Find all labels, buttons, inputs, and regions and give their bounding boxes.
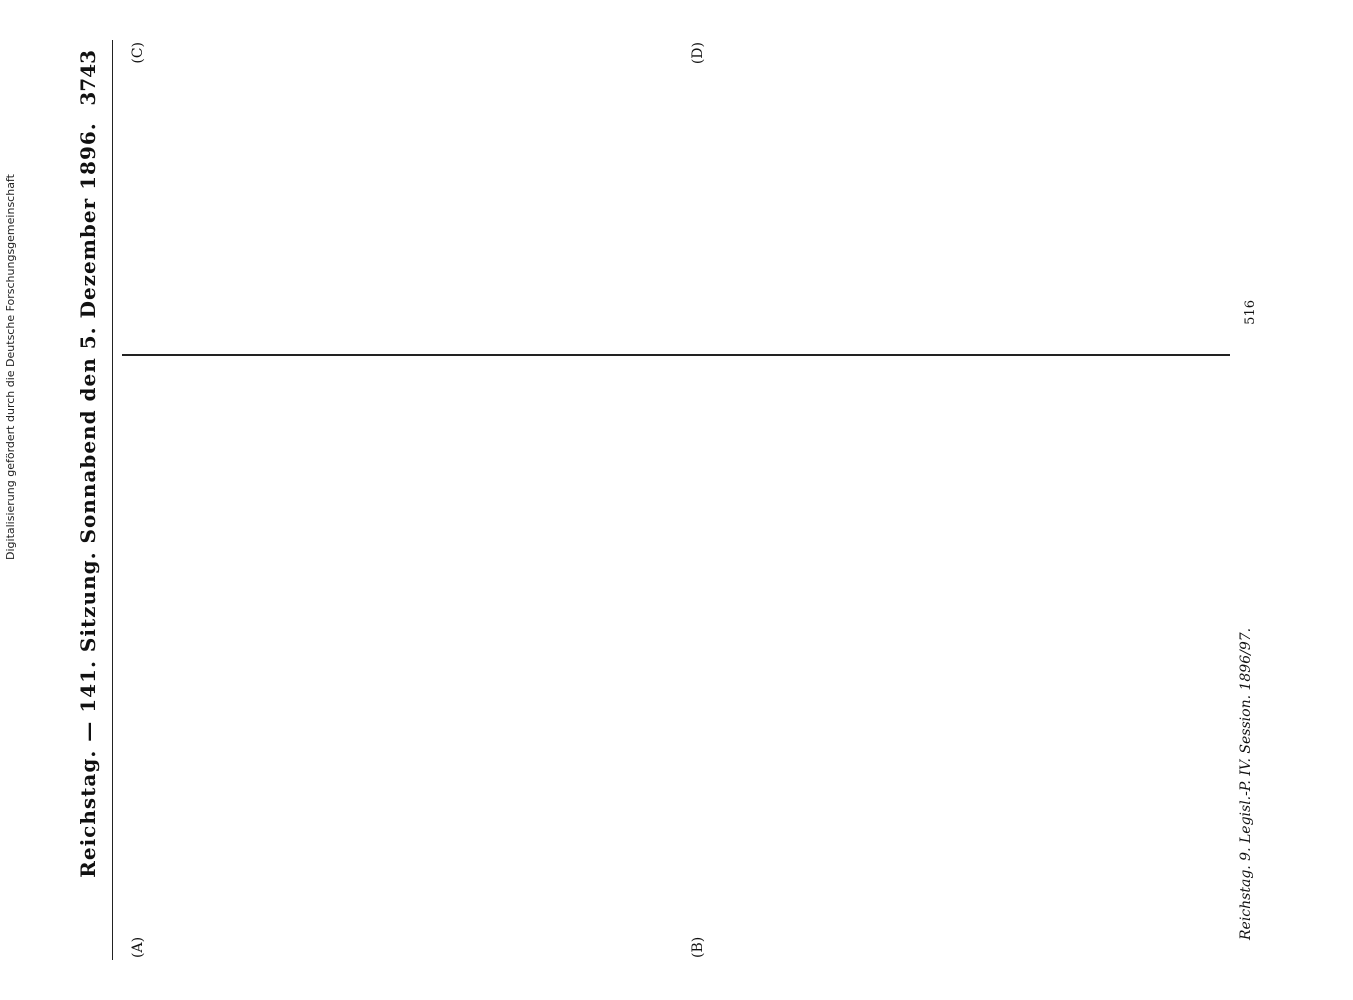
rotated-page xyxy=(70,40,1300,960)
footer-session: Reichstag. 9. Legisl.-P. IV. Session. 1896/97. xyxy=(1238,627,1254,940)
digitization-credit: Digitalisierung gefördert durch die Deutsche Forschungsgemeinschaft xyxy=(4,174,17,560)
header-rule xyxy=(112,40,113,960)
footer-sheet-number: 516 xyxy=(1243,300,1258,325)
column-left xyxy=(122,370,1230,940)
header-title: Reichstag. — 141. Sitzung. Sonnabend den 5. Dezember 1896. xyxy=(76,122,100,878)
page-number: 3743 xyxy=(76,50,100,106)
margin-letter-c: (C) xyxy=(130,42,146,64)
column-divider xyxy=(122,354,1230,356)
margin-letter-d: (D) xyxy=(690,42,706,65)
page-header xyxy=(70,40,110,960)
margin-letter-a: (A) xyxy=(130,936,146,958)
column-right xyxy=(122,0,1230,340)
margin-letter-b: (B) xyxy=(690,936,706,958)
